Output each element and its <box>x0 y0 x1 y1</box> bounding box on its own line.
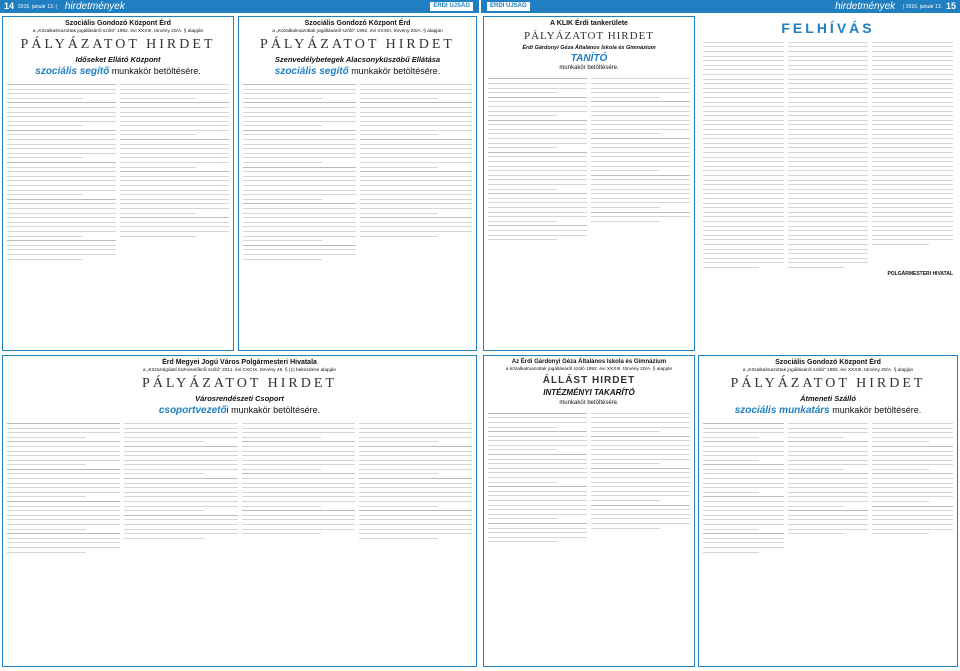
ad-body <box>488 76 690 241</box>
ad-legal-basis: a közalkalmazottak jogállásáról szóló 1992. évi XXXIII. törvény 20/A. § alapján <box>505 367 673 373</box>
ad-heading: PÁLYÁZATOT HIRDET <box>142 376 337 392</box>
notice-signer: POLGÁRMESTERI HIVATAL <box>887 271 953 278</box>
ad-unit: Időseket Ellátó Központ <box>75 54 161 64</box>
ad-organization: Szociális Gondozó Központ Érd <box>65 20 171 27</box>
ad-body <box>703 421 953 554</box>
ad-heading: PÁLYÁZATOT HIRDET <box>260 37 455 53</box>
ad-legal-basis: a „Közszolgálati tisztviselőkről szóló” 2011. évi CXCIX. törvény 45. § (1) bekezdése alapján <box>142 368 337 374</box>
ad-organization: Szociális Gondozó Központ Érd <box>775 359 881 366</box>
ad-body <box>7 421 472 554</box>
job-ad-gardonyi-takarito <box>483 355 695 667</box>
job-ad-polgarmesteri-hivatal <box>2 355 477 667</box>
ad-heading: ÁLLÁST HIRDET <box>542 374 636 386</box>
ad-unit: Városrendészeti Csoport <box>195 393 284 403</box>
notice-felhivas <box>698 16 958 351</box>
ad-body <box>7 82 229 261</box>
newspaper-logo: ÉRDI ÚJSÁG <box>487 2 530 11</box>
ad-body <box>243 82 472 261</box>
newspaper-logo: ÉRDI ÚJSÁG <box>430 2 473 11</box>
notice-title: FELHÍVÁS <box>781 20 875 36</box>
ad-legal-basis: a „Közalkalmazottak jogállásáról szóló” 1992. évi XXXIII. törvény 20/A. § alapján <box>32 29 204 35</box>
ad-organization: Érd Megyei Jogú Város Polgármesteri Hivatala <box>162 359 317 366</box>
ad-legal-basis: a „Közalkalmazottak jogállásáról szóló” 1992. évi XXXIII. törvény 20/A. § alapján <box>272 29 443 35</box>
ad-heading: PÁLYÁZATOT HIRDET <box>20 37 216 53</box>
ad-position: szociális munkatárs munkakör betöltésére. <box>734 404 922 416</box>
page-number: 15 <box>945 1 956 12</box>
section-title: hirdetmények <box>835 0 896 12</box>
ad-position: szociális segítő munkakör betöltésére. <box>274 65 441 77</box>
ad-organization: Az Érdi Gárdonyi Géza Általános Iskola és Gimnázium <box>511 359 667 365</box>
job-ad-klik-tanito <box>483 16 695 351</box>
ad-unit: Érdi Gárdonyi Géza Általános Iskola és Gimnázium <box>522 44 656 51</box>
issue-date: 2016. január 13. | <box>18 3 57 10</box>
notice-body <box>703 40 953 270</box>
ad-position: TANÍTÓ munkakör betöltésére. <box>559 53 619 72</box>
job-ad-sgk-atmeneti-szallo <box>698 355 958 667</box>
ad-position: munkakör betöltésére. <box>559 399 619 406</box>
ad-position: szociális segítő munkakör betöltésére. <box>35 65 201 77</box>
ad-unit: INTÉZMÉNYI TAKARÍTÓ <box>543 387 635 397</box>
ad-position: csoportvezetői munkakör betöltésére. <box>158 404 321 416</box>
page-number: 14 <box>4 1 15 12</box>
ad-legal-basis: a „Közalkalmazottak jogállásáról szóló” 1992. évi XXXIII. törvény 20/A. § alapján <box>742 368 914 374</box>
ad-organization: Szociális Gondozó Központ Érd <box>304 20 411 27</box>
job-ad-sgk-idosek <box>2 16 234 351</box>
ad-organization: A KLIK Érdi tankerülete <box>550 20 628 27</box>
page-header-right <box>481 0 960 13</box>
issue-date: | 2016. január 13. <box>903 3 942 10</box>
ad-body <box>488 411 690 544</box>
ad-heading: PÁLYÁZATOT HIRDET <box>523 30 655 43</box>
ad-heading: PÁLYÁZATOT HIRDET <box>730 376 926 392</box>
section-title: hirdetmények <box>64 0 125 12</box>
job-ad-sgk-szenvedely <box>238 16 477 351</box>
ad-unit: Szenvedélybetegek Alacsonyküszöbű Ellátása <box>274 54 441 64</box>
page-header-left <box>0 0 479 13</box>
ad-unit: Átmeneti Szálló <box>800 393 856 403</box>
